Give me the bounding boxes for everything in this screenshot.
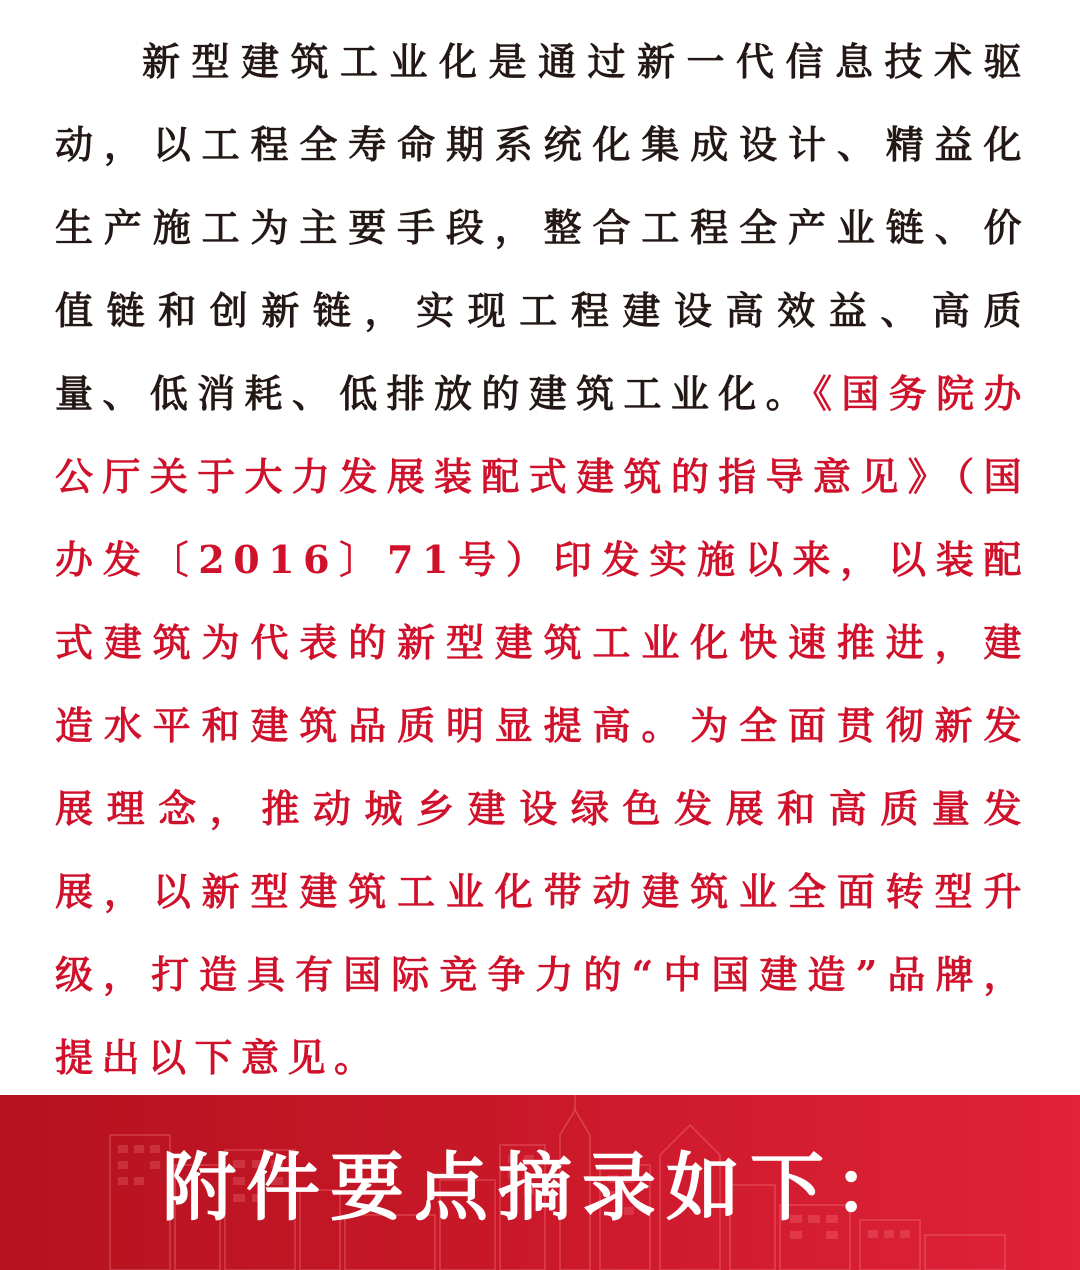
article-paragraph: [55, 20, 1030, 1099]
banner-title: 附件要点摘录如下：: [162, 1145, 918, 1231]
highlight-text: 《国务院办公厅关于大力发展装配式建筑的指导意见》（国办发〔2016〕71号）印发实施以来，以装配式建筑为代表的新型建筑工业化快速推进，建造水平和建筑品质明显提高。为全面贯彻新发展理念，推动城乡建设绿色发展和高质量发展，以新型建筑工业化带动建筑业全面转型升级，打造具有国际竞争力的“中国建造”品牌，提出以下意见。: [55, 371, 1030, 1080]
intro-text: 新型建筑工业化是通过新一代信息技术驱动，以工程全寿命期系统化集成设计、精益化生产施工为主要手段，整合工程全产业链、价值链和创新链，实现工程建设高效益、高质量、低消耗、低排放的建筑工业化。: [55, 39, 1030, 416]
section-banner: [0, 1095, 1080, 1270]
